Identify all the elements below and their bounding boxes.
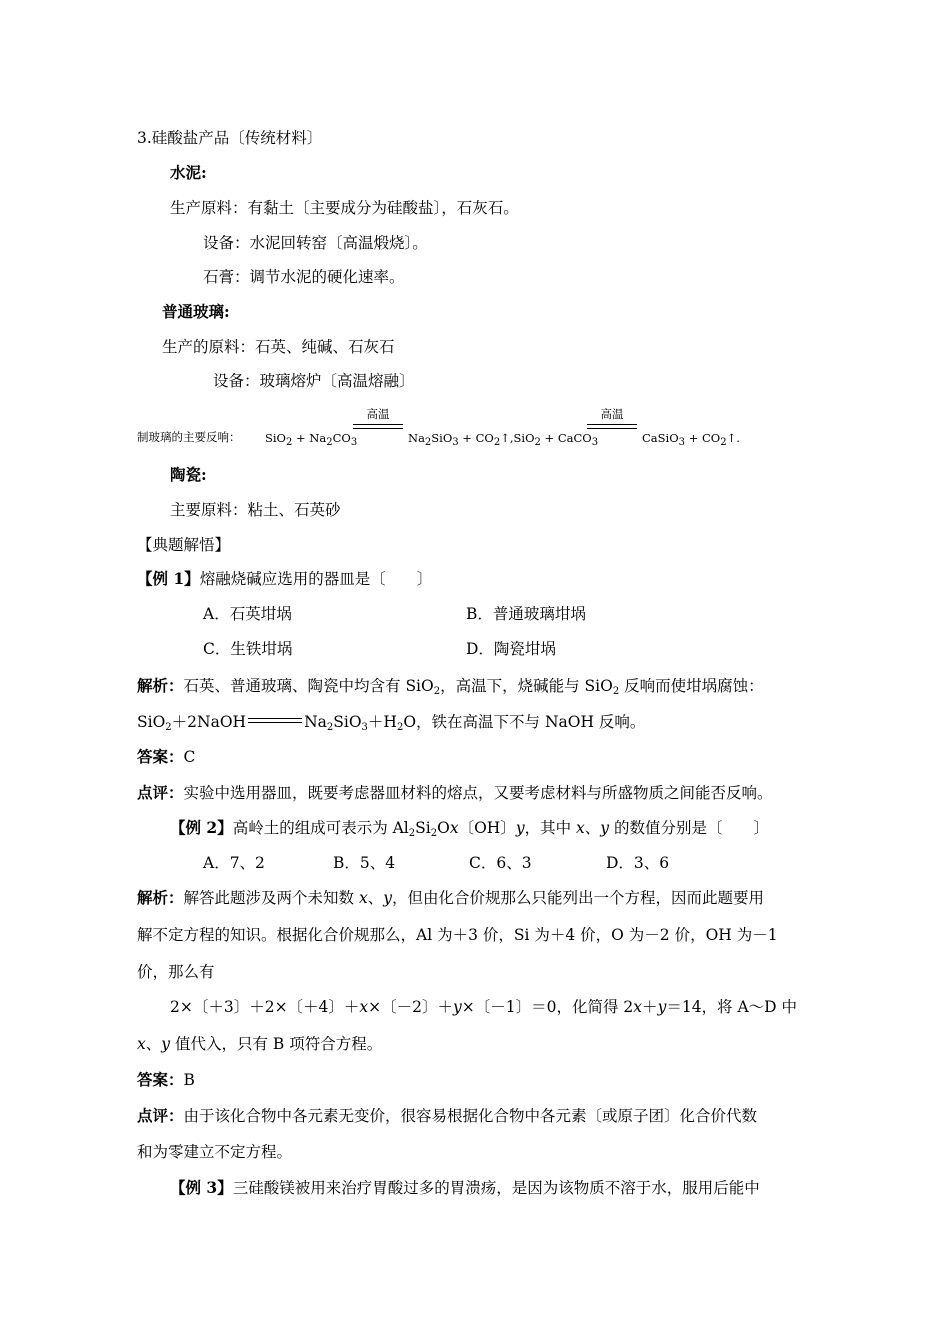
section-title: 3.硅酸盐产品〔传统材料〕 [137,129,323,147]
example-2-analysis-line-4: 2×〔＋3〕＋2×〔＋4〕＋x×〔－2〕＋y×〔－1〕＝0，化简得 2x＋y＝14，将 A～D 中 [170,998,798,1016]
glass-reaction-right-2: CaSiO3 + CO2↑. [642,431,740,448]
cement-raw-materials: 生产原料：有黏土〔主要成分为硅酸盐〕，石灰石。 [170,199,519,217]
comment-label: 点评： [137,783,184,802]
ceramic-heading: 陶瓷: [170,465,207,484]
condition-high-temp-1: 高温 [366,407,390,421]
example-1-analysis-line-2: SiO$_2$＋2NaOH $Na_2SiO_3+H_2O$，铁在高温下不与 NaOH 反响。 [137,713,646,733]
reaction-equals-sign-1 [353,424,403,429]
example-1-tag: 【例 1】 [137,569,200,588]
example-1-answer [137,747,195,767]
analysis-label: 解析： [137,676,184,695]
example-2-analysis-line-5: x、y 值代入，只有 B 项符合方程。 [137,1035,383,1053]
glass-raw-materials: 生产的原料：石英、纯碱、石灰石 [162,338,395,356]
analysis-label: 解析： [137,888,184,907]
example-1-comment [137,783,773,803]
cement-equipment: 设备：水泥回转窑〔高温煅烧〕。 [203,234,428,252]
glass-heading: 普通玻璃: [162,302,230,321]
example-2-question: 【例 2】高岭土的组成可表示为 $Al_2Si_2Ox$〔OH〕y，其中 x、y 的数值分别是〔 〕 [170,818,769,839]
cement-heading: 水泥: [170,163,207,182]
example-3-question-text: 三硅酸镁被用来治疗胃酸过多的胃溃疡，是因为该物质不溶于水，服用后能中 [232,1179,760,1197]
example-2-comment-line-2: 和为零建立不定方程。 [137,1143,293,1161]
example-2-option-d: D．3、6 [606,854,670,872]
example-2-answer [137,1070,195,1090]
example-2-comment-line-1 [137,1106,757,1126]
answer-value: C [183,748,196,766]
example-1-option-b: B．普通玻璃坩埚 [466,605,586,623]
reaction-equals-sign-2 [587,424,637,429]
glass-reaction-right-1: Na2SiO3 + CO2↑,SiO2 + CaCO3 [408,431,599,448]
example-1-question-text: 熔融烧碱应选用的器皿是〔 〕 [199,570,433,588]
example-2-option-a: A．7、2 [203,854,265,872]
answer-label: 答案： [137,747,184,766]
example-2-option-b: B．5、4 [333,854,396,872]
examples-heading: 【典题解悟】 [137,536,231,554]
glass-equipment: 设备：玻璃熔炉〔高温熔融〕 [213,372,415,390]
example-2-analysis-line-3: 价，那么有 [137,963,215,981]
example-2-analysis-line-1: 解析：解答此题涉及两个未知数 x、y，但由化合价规那么只能列出一个方程，因而此题要用 [137,888,764,907]
glass-reaction-label: 制玻璃的主要反响： [137,430,241,444]
comment-text: 实验中选用器皿，既要考虑器皿材料的熔点，又要考虑材料与所盛物质之间能否反响。 [183,784,773,802]
answer-label: 答案： [137,1070,184,1089]
condition-high-temp-2: 高温 [600,407,624,421]
example-1-option-d: D．陶瓷坩埚 [466,640,556,658]
example-1-option-c: C．生铁坩埚 [203,640,293,658]
answer-value: B [183,1071,195,1089]
comment-text: 由于该化合物中各元素无变价，很容易根据化合物中各元素〔或原子团〕化合价代数 [183,1107,758,1125]
example-1-analysis-line-1: 解析：石英、普通玻璃、陶瓷中均含有 SiO$_2$，高温下，烧碱能与 SiO$_2$ 反响而使坩埚腐蚀： [137,676,764,697]
glass-reaction-left-1: SiO2 + Na2CO3 [265,431,358,448]
example-2-analysis-line-2: 解不定方程的知识。根据化合价规那么，Al 为＋3 价，Si 为＋4 价，O 为－2 价，OH 为－1 [137,926,778,944]
comment-label: 点评： [137,1106,184,1125]
equals-sign [248,718,302,723]
ceramic-raw-materials: 主要原料：粘土、石英砂 [170,501,341,519]
example-2-option-c: C．6、3 [469,854,532,872]
example-3-question [170,1178,760,1198]
example-3-tag: 【例 3】 [170,1178,233,1197]
example-1-question [137,569,432,589]
example-1-option-a: A．石英坩埚 [203,605,292,623]
cement-gypsum: 石膏：调节水泥的硬化速率。 [203,268,405,286]
example-2-tag: 【例 2】 [170,818,233,837]
